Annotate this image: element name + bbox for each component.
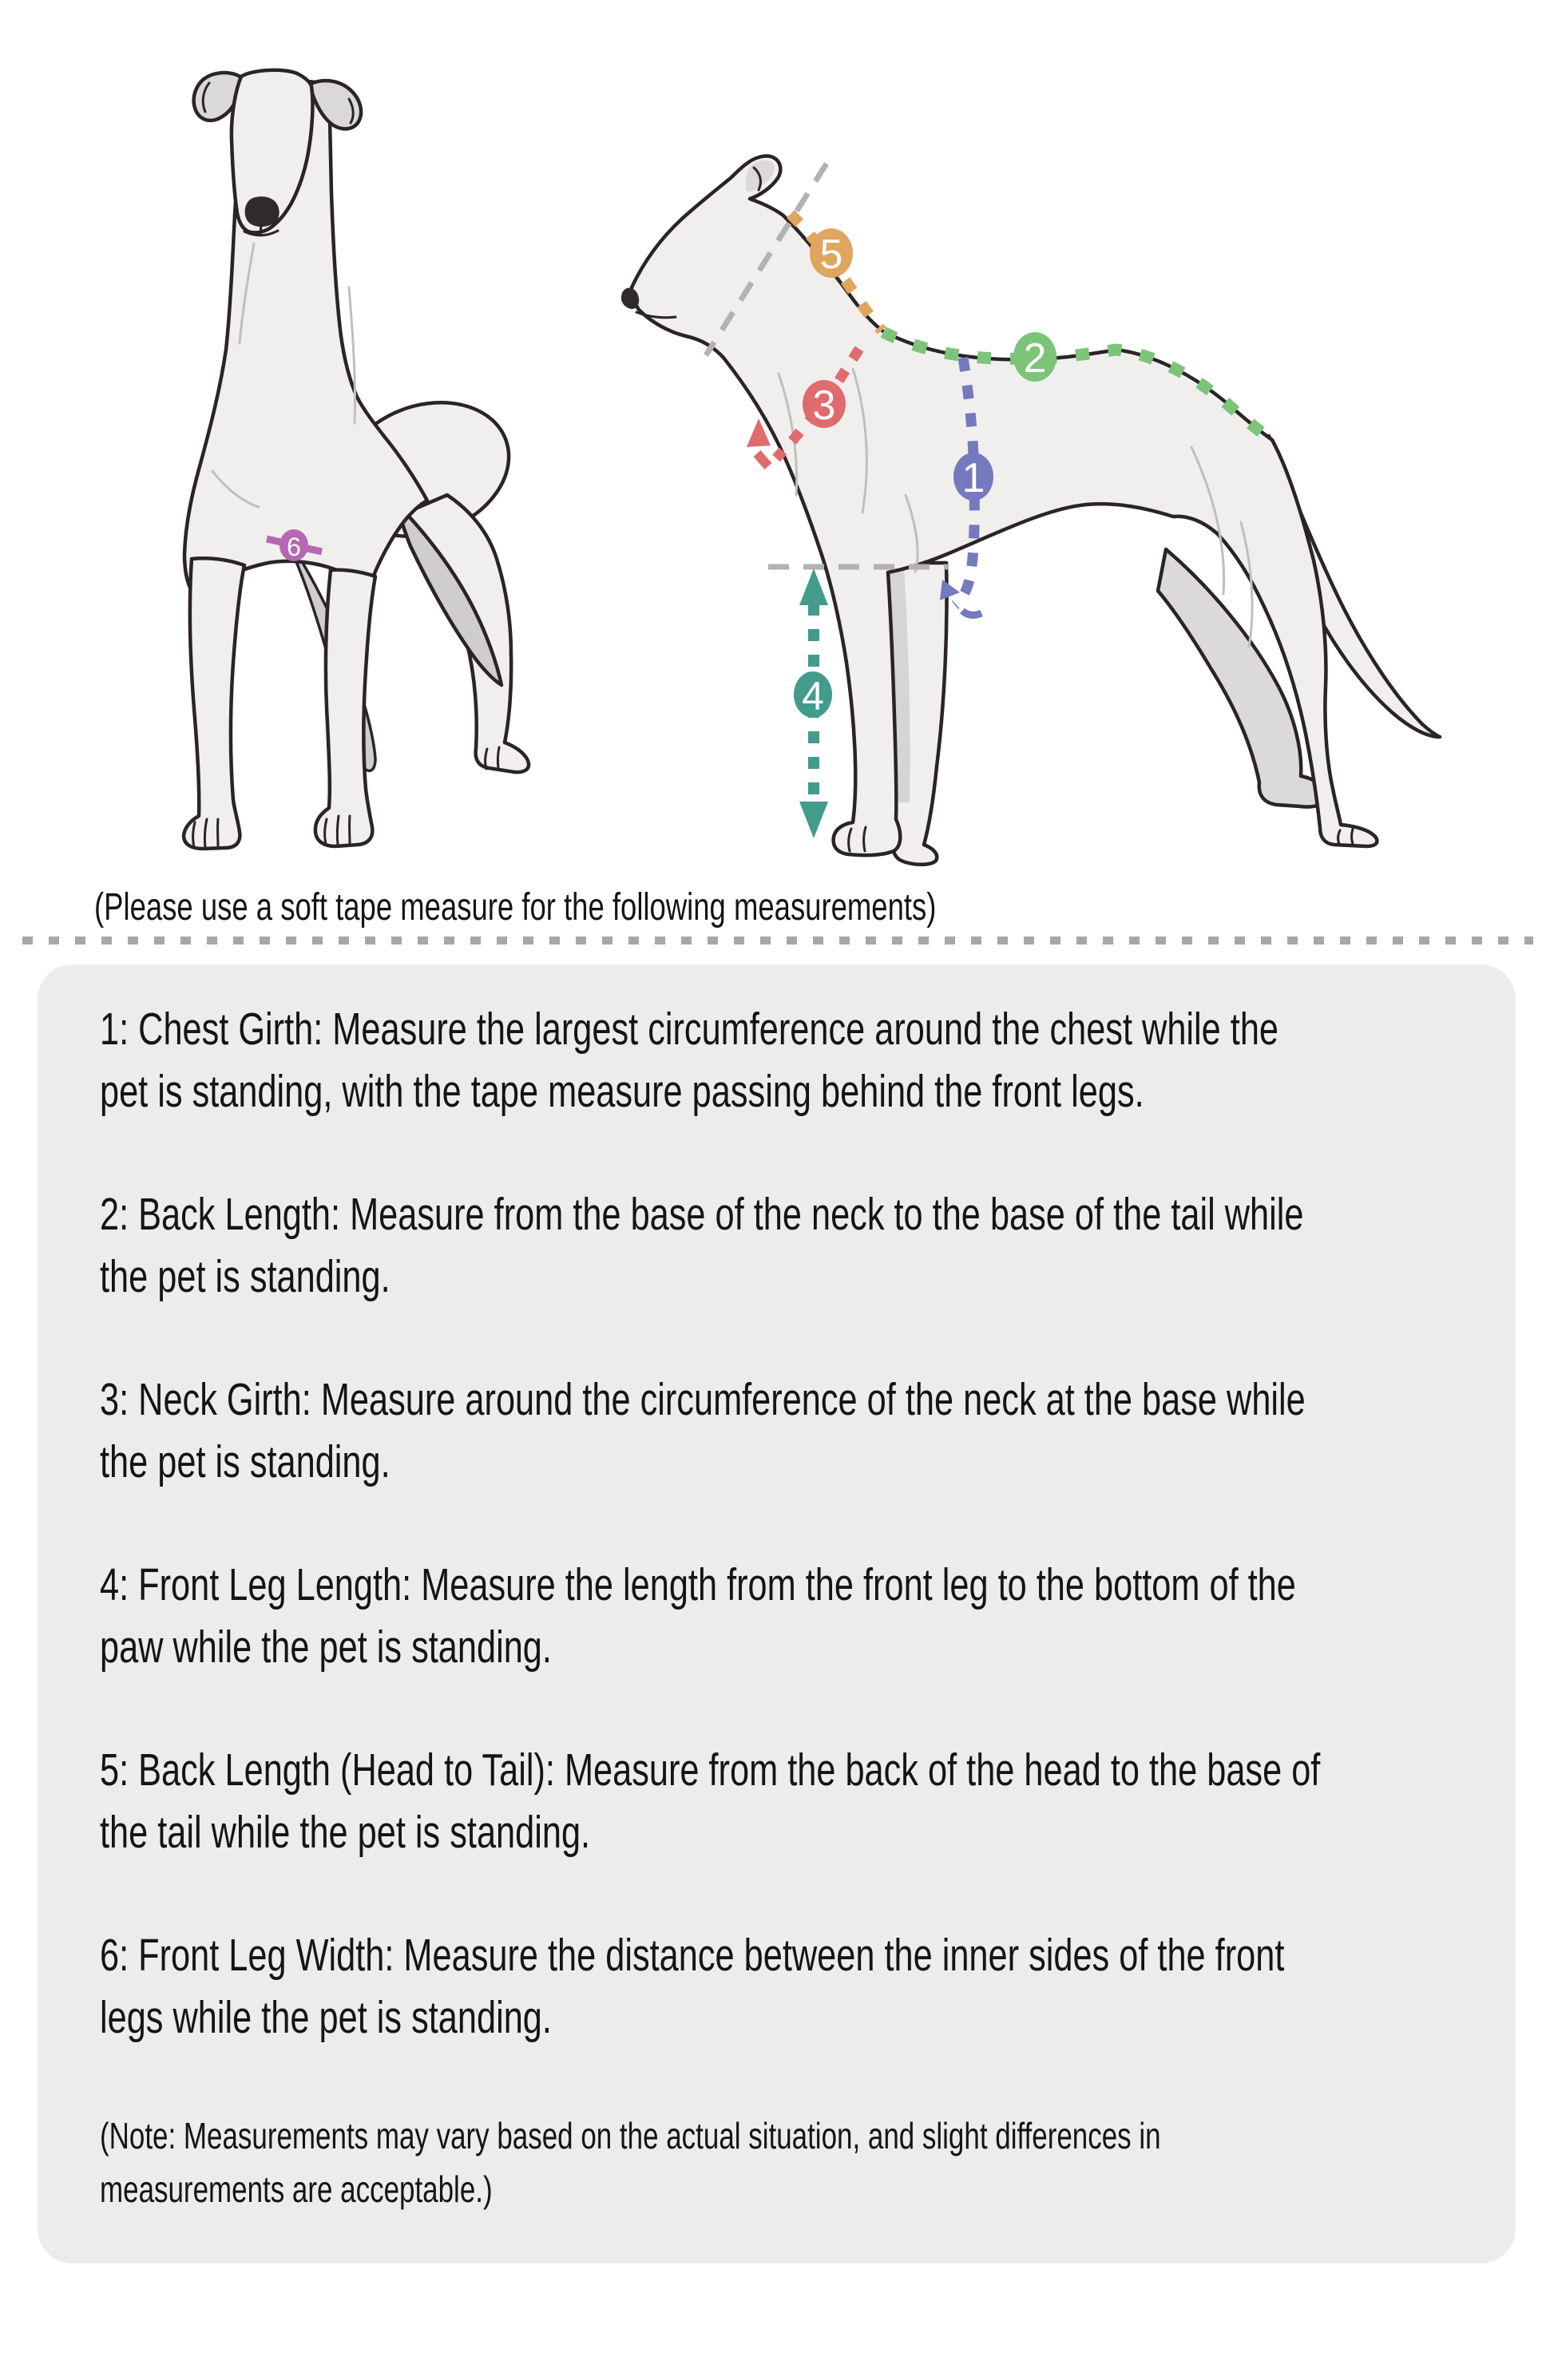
marker-6-label: 6 <box>287 533 301 561</box>
instruction-line: 5: Back Length (Head to Tail): Measure from the back of the head to the base of <box>100 1744 1321 1796</box>
instruction-line: the pet is standing. <box>100 1436 390 1487</box>
instruction-line: the pet is standing. <box>100 1251 390 1302</box>
instruction-line: paw while the pet is standing. <box>100 1622 552 1673</box>
dashed-divider-line <box>22 937 1533 944</box>
note-line: measurements are acceptable.) <box>100 2168 493 2210</box>
instruction-chest-girth <box>100 998 1452 1123</box>
marker-1-arrowhead <box>940 580 960 600</box>
instruction-front-leg-width <box>100 1924 1452 2049</box>
instruction-line: 4: Front Leg Length: Measure the length from the front leg to the bottom of the <box>100 1559 1296 1610</box>
instruction-back-length <box>100 1183 1452 1308</box>
front-dog-nose <box>245 196 279 227</box>
front-dog-left-front-leg <box>184 558 244 849</box>
marker-3-label: 3 <box>812 382 836 429</box>
instruction-line: legs while the pet is standing. <box>100 1992 552 2043</box>
instruction-line: 3: Neck Girth: Measure around the circumference of the neck at the base while <box>100 1374 1306 1425</box>
front-view-dog-illustration <box>184 70 529 849</box>
instruction-line: 6: Front Leg Width: Measure the distance between the inner sides of the front <box>100 1930 1285 1981</box>
side-view-dog-illustration <box>621 156 1440 864</box>
instruction-front-leg-length <box>100 1554 1452 1678</box>
marker-4-arrowhead-down <box>799 802 828 838</box>
marker-4-arrowhead-up <box>799 568 828 605</box>
measurement-disclaimer-note <box>100 2109 1452 2216</box>
marker-4-label: 4 <box>802 674 824 719</box>
instruction-line: 1: Chest Girth: Measure the largest circumference around the chest while the <box>100 1004 1279 1055</box>
measurement-instructions-box <box>38 964 1516 2263</box>
marker-1-label: 1 <box>961 455 985 501</box>
tape-measure-note: (Please use a soft tape measure for the following measurements) <box>94 886 937 929</box>
instruction-line: the tail while the pet is standing. <box>100 1807 591 1858</box>
instruction-line: 2: Back Length: Measure from the base of the neck to the base of the tail while <box>100 1189 1304 1240</box>
note-line: (Note: Measurements may vary based on the actual situation, and slight differences in <box>100 2115 1161 2156</box>
marker-2-label: 2 <box>1023 335 1047 382</box>
instruction-line: pet is standing, with the tape measure passing behind the front legs. <box>100 1066 1144 1117</box>
measurement-diagram <box>0 0 1554 946</box>
dogs-illustration <box>0 0 1554 946</box>
instruction-neck-girth <box>100 1368 1452 1493</box>
instruction-back-length-head-to-tail <box>100 1739 1452 1863</box>
marker-4-front-leg-length <box>794 568 832 838</box>
marker-5-label: 5 <box>819 232 843 278</box>
